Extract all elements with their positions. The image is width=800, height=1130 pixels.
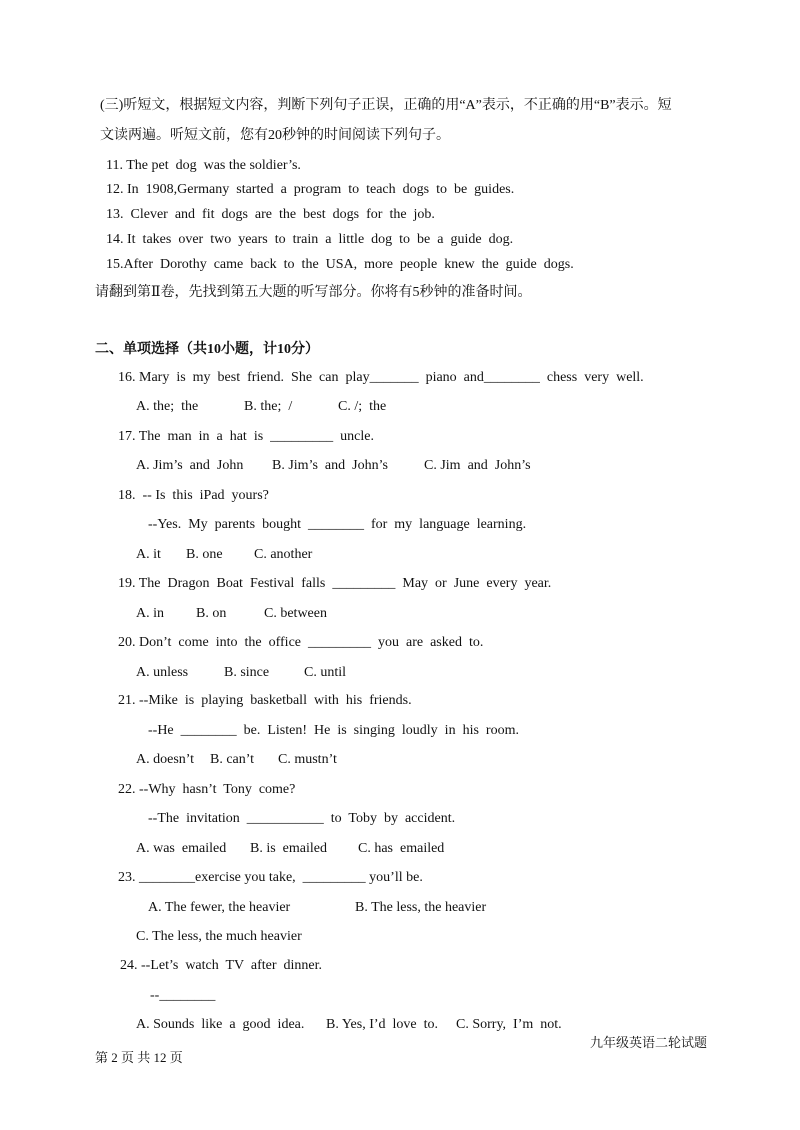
page-number: 第 2 页 共 12 页	[95, 1050, 183, 1065]
question-21-reply: --He ________ be. Listen! He is singing loudly in his room.	[148, 723, 519, 738]
question-24-stem: 24. --Let’s watch TV after dinner.	[120, 958, 323, 973]
question-17-stem: 17. The man in a hat is _________ uncle.	[118, 429, 374, 444]
question-23-stem: 23. ________exercise you take, _________ you’ll be.	[118, 870, 423, 885]
question-22-option-b: B. is emailed	[250, 841, 327, 856]
question-19-stem: 19. The Dragon Boat Festival falls _________ May or June every year.	[118, 576, 552, 591]
question-19-option-c: C. between	[264, 606, 327, 621]
question-17-option-a: A. Jim’s and John	[136, 458, 244, 473]
question-19-option-b: B. on	[196, 606, 227, 621]
question-17-option-b: B. Jim’s and John’s	[272, 458, 388, 473]
listening-instruction-line1: (三)听短文，根据短文内容，判断下列句子正误，正确的用“A”表示，不正确的用“B”表示。短	[100, 98, 672, 113]
statement-11: 11. The pet dog was the soldier’s.	[106, 158, 301, 173]
question-22-reply: --The invitation ___________ to Toby by accident.	[148, 811, 456, 826]
question-16-option-a: A. the; the	[136, 399, 199, 414]
question-16-option-b: B. the; /	[244, 399, 293, 414]
question-23-option-a: A. The fewer, the heavier	[148, 900, 291, 915]
question-20-option-a: A. unless	[136, 665, 189, 680]
question-22-stem: 22. --Why hasn’t Tony come?	[118, 782, 296, 797]
question-16-option-c: C. /; the	[338, 399, 387, 414]
question-18-option-a: A. it	[136, 547, 161, 562]
question-24-option-c: C. Sorry, I’m not.	[456, 1017, 562, 1032]
question-21-option-b: B. can’t	[210, 752, 255, 767]
question-23-option-c: C. The less, the much heavier	[136, 929, 302, 944]
question-21-stem: 21. --Mike is playing basketball with his friends.	[118, 693, 412, 708]
question-24-option-b: B. Yes, I’d love to.	[326, 1017, 439, 1032]
turn-page-notice: 请翻到第Ⅱ卷，先找到第五大题的听写部分。你将有5秒钟的准备时间。	[95, 285, 532, 300]
question-20-option-c: C. until	[304, 665, 347, 680]
question-19-option-a: A. in	[136, 606, 164, 621]
question-24-option-a: A. Sounds like a good idea.	[136, 1017, 305, 1032]
question-16-stem: 16. Mary is my best friend. She can play_______ piano and________ chess very well.	[118, 370, 644, 385]
listening-instruction-line2: 文读两遍。听短文前，您有20秒钟的时间阅读下列句子。	[100, 128, 450, 143]
exam-title-footer: 九年级英语二轮试题	[590, 1035, 708, 1050]
question-23-option-b: B. The less, the heavier	[355, 900, 487, 915]
statement-14: 14. It takes over two years to train a little dog to be a guide dog.	[106, 232, 514, 247]
question-22-option-a: A. was emailed	[136, 841, 227, 856]
question-22-option-c: C. has emailed	[358, 841, 445, 856]
question-24-reply: --________	[150, 988, 216, 1003]
statement-12: 12. In 1908,Germany started a program to teach dogs to be guides.	[106, 182, 515, 197]
question-20-stem: 20. Don’t come into the office _________ you are asked to.	[118, 635, 484, 650]
statement-15: 15.After Dorothy came back to the USA, more people knew the guide dogs.	[106, 257, 574, 272]
question-21-option-a: A. doesn’t	[136, 752, 195, 767]
statement-13: 13. Clever and fit dogs are the best dogs for the job.	[106, 207, 435, 222]
question-21-option-c: C. mustn’t	[278, 752, 337, 767]
question-18-option-b: B. one	[186, 547, 223, 562]
section2-heading: 二、单项选择（共10小题，计10分）	[95, 342, 319, 357]
question-18-stem: 18. -- Is this iPad yours?	[118, 488, 269, 503]
question-18-reply: --Yes. My parents bought ________ for my language learning.	[148, 517, 527, 532]
question-17-option-c: C. Jim and John’s	[424, 458, 531, 473]
question-18-option-c: C. another	[254, 547, 313, 562]
question-20-option-b: B. since	[224, 665, 270, 680]
